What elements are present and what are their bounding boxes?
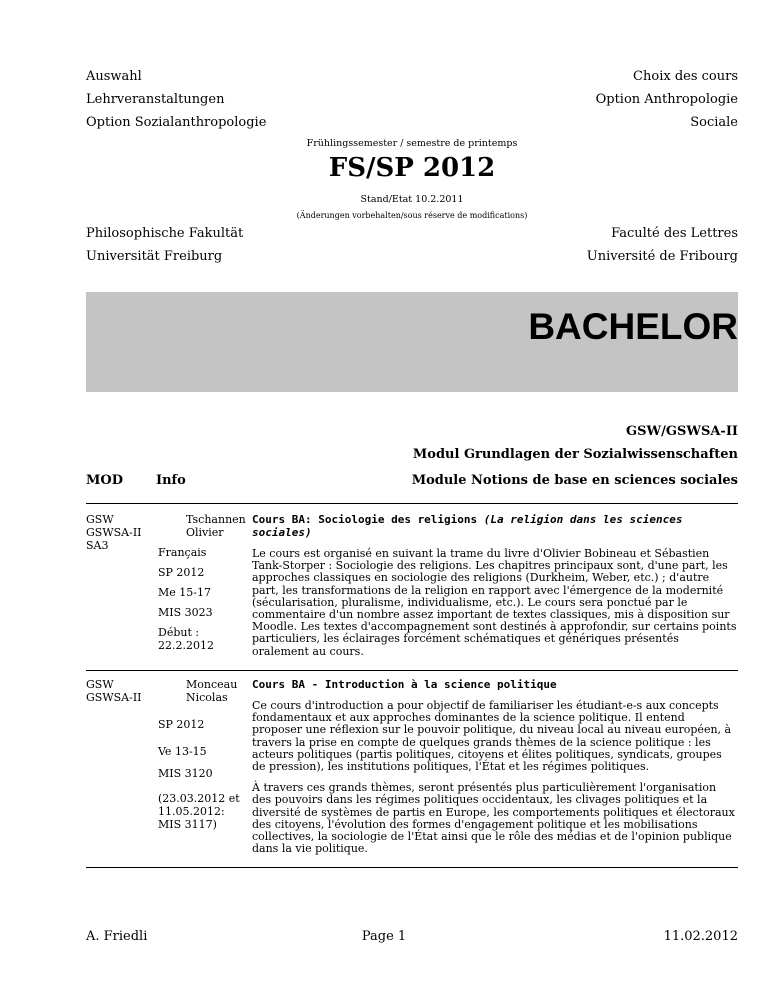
column-header-mod: MOD — [86, 473, 123, 488]
bachelor-banner — [86, 292, 738, 392]
course-1-content — [252, 513, 738, 658]
course-2-mod-line: GSWSA-II — [86, 691, 142, 704]
page-title: FS/SP 2012 — [328, 153, 496, 183]
course-1-room: MIS 3023 — [158, 606, 213, 619]
module-code: GSW/GSWSA-II — [626, 424, 738, 439]
course-1-title-italic: (La religion dans les sciences sociales) — [252, 513, 683, 539]
course-1-start: Début : 22.2.2012 — [158, 626, 214, 652]
course-2-mod — [86, 678, 156, 704]
course-2-title: Cours BA - Introduction à la science politique — [252, 678, 557, 691]
course-1-title-row — [252, 513, 738, 539]
course-1-semester: SP 2012 — [158, 566, 205, 579]
course-1-mod-line: GSWSA-II — [86, 526, 142, 539]
footer-author: A. Friedli — [86, 929, 148, 944]
course-2-semester: SP 2012 — [158, 718, 205, 731]
course-2-description-p2: À travers ces grands thèmes, seront présentés plus particulièrement l'organisation des pouvoirs dans les régimes politiques occidentaux, les clivages politiques et la diversité de systèmes de partis en Europe, les comportements politiques et électoraux des citoyens, l'évolution des formes d'engagement politique et les mobilisations collectives, la sociologie de l'État ainsi que le rôle des médias et de l'opinion publique dans la vie politique. — [252, 781, 735, 856]
course-2-mod-line: GSW — [86, 678, 114, 691]
course-2-lecturer: Monceau Nicolas — [186, 678, 238, 704]
column-header-info: Info — [156, 473, 186, 488]
header-left-line-3: Option Sozialanthropologie — [86, 115, 267, 130]
semester-label: Frühlingssemester / semestre de printemps — [306, 138, 518, 149]
course-1-info — [158, 513, 248, 652]
module-name-fr: Module Notions de base en sciences sociales — [411, 473, 738, 488]
course-1-mod — [86, 513, 156, 552]
faculty-right-line-1: Faculté des Lettres — [611, 226, 738, 241]
header-right-line-3: Sociale — [690, 115, 738, 130]
table-header-rule — [86, 503, 738, 504]
course-2-content — [252, 678, 738, 855]
module-name-de: Modul Grundlagen der Sozialwissenschaften — [412, 447, 738, 462]
faculty-left-line-2: Universität Freiburg — [86, 249, 223, 264]
course-1-mod-line: SA3 — [86, 539, 109, 552]
course-1-mod-line: GSW — [86, 513, 114, 526]
course-1-schedule: Me 15-17 — [158, 586, 211, 599]
footer-page-number: Page 1 — [361, 929, 407, 944]
faculty-right-line-2: Université de Fribourg — [586, 249, 738, 264]
header-left-line-1: Auswahl — [86, 69, 142, 84]
course-1-language: Français — [158, 546, 207, 559]
disclaimer: (Änderungen vorbehalten/sous réserve de modifications) — [296, 211, 528, 220]
footer-date: 11.02.2012 — [663, 929, 738, 944]
course-2-rule — [86, 867, 738, 868]
header-right-line-2: Option Anthropologie — [595, 92, 738, 107]
course-2-description-p1: Ce cours d'introduction a pour objectif de familiariser les étudiant-e-s aux concepts fondamentaux et aux approches dominantes de la science politique. Il entend proposer une réflexion sur le pouvoir politique, du niveau local au niveau européen, à travers la prise en compte de quelques grands thèmes de la science politique : les acteurs politiques (partis politiques, citoyens et élites politiques, syndicats, groupes de pression), les institutions politiques, l'État et les régimes politiques. — [252, 699, 732, 774]
course-1-lecturer: Tschannen Olivier — [186, 513, 246, 539]
course-2-room: MIS 3120 — [158, 767, 213, 780]
course-1-rule — [86, 670, 738, 671]
banner-title: BACHELOR — [528, 306, 738, 347]
header-left-line-2: Lehrveranstaltungen — [86, 92, 225, 107]
course-2-info — [158, 678, 250, 831]
stand-date: Stand/Etat 10.2.2011 — [360, 194, 464, 205]
course-2-schedule: Ve 13-15 — [158, 745, 207, 758]
faculty-left-line-1: Philosophische Fakultät — [86, 226, 244, 241]
course-1-description: Le cours est organisé en suivant la trame du livre d'Olivier Bobineau et Sébastien Tank-Storper : Sociologie des religions. Les chapitres principaux sont, d'une part, les approches classiques en sociologie des religions (Durkheim, Weber, etc.) ; d'autre part, les transformations de la religion en rapport avec l'émergence de la modernité (sécularisation, pluralisme, individualisme, etc.). Le cours sera ponctué par le commentaire d'un nombre assez important de textes classiques, mis à disposition sur Moodle. Les textes d'accompagnement sont destinés à approfondir, sur certains points particuliers, les éclairages forcément schématiques et génériques présentés oralement au cours. — [252, 547, 737, 658]
course-2-room-note: (23.03.2012 et 11.05.2012: MIS 3117) — [158, 792, 240, 831]
header-right-line-1: Choix des cours — [633, 69, 738, 84]
course-1-title: Cours BA: Sociologie des religions — [252, 513, 478, 526]
